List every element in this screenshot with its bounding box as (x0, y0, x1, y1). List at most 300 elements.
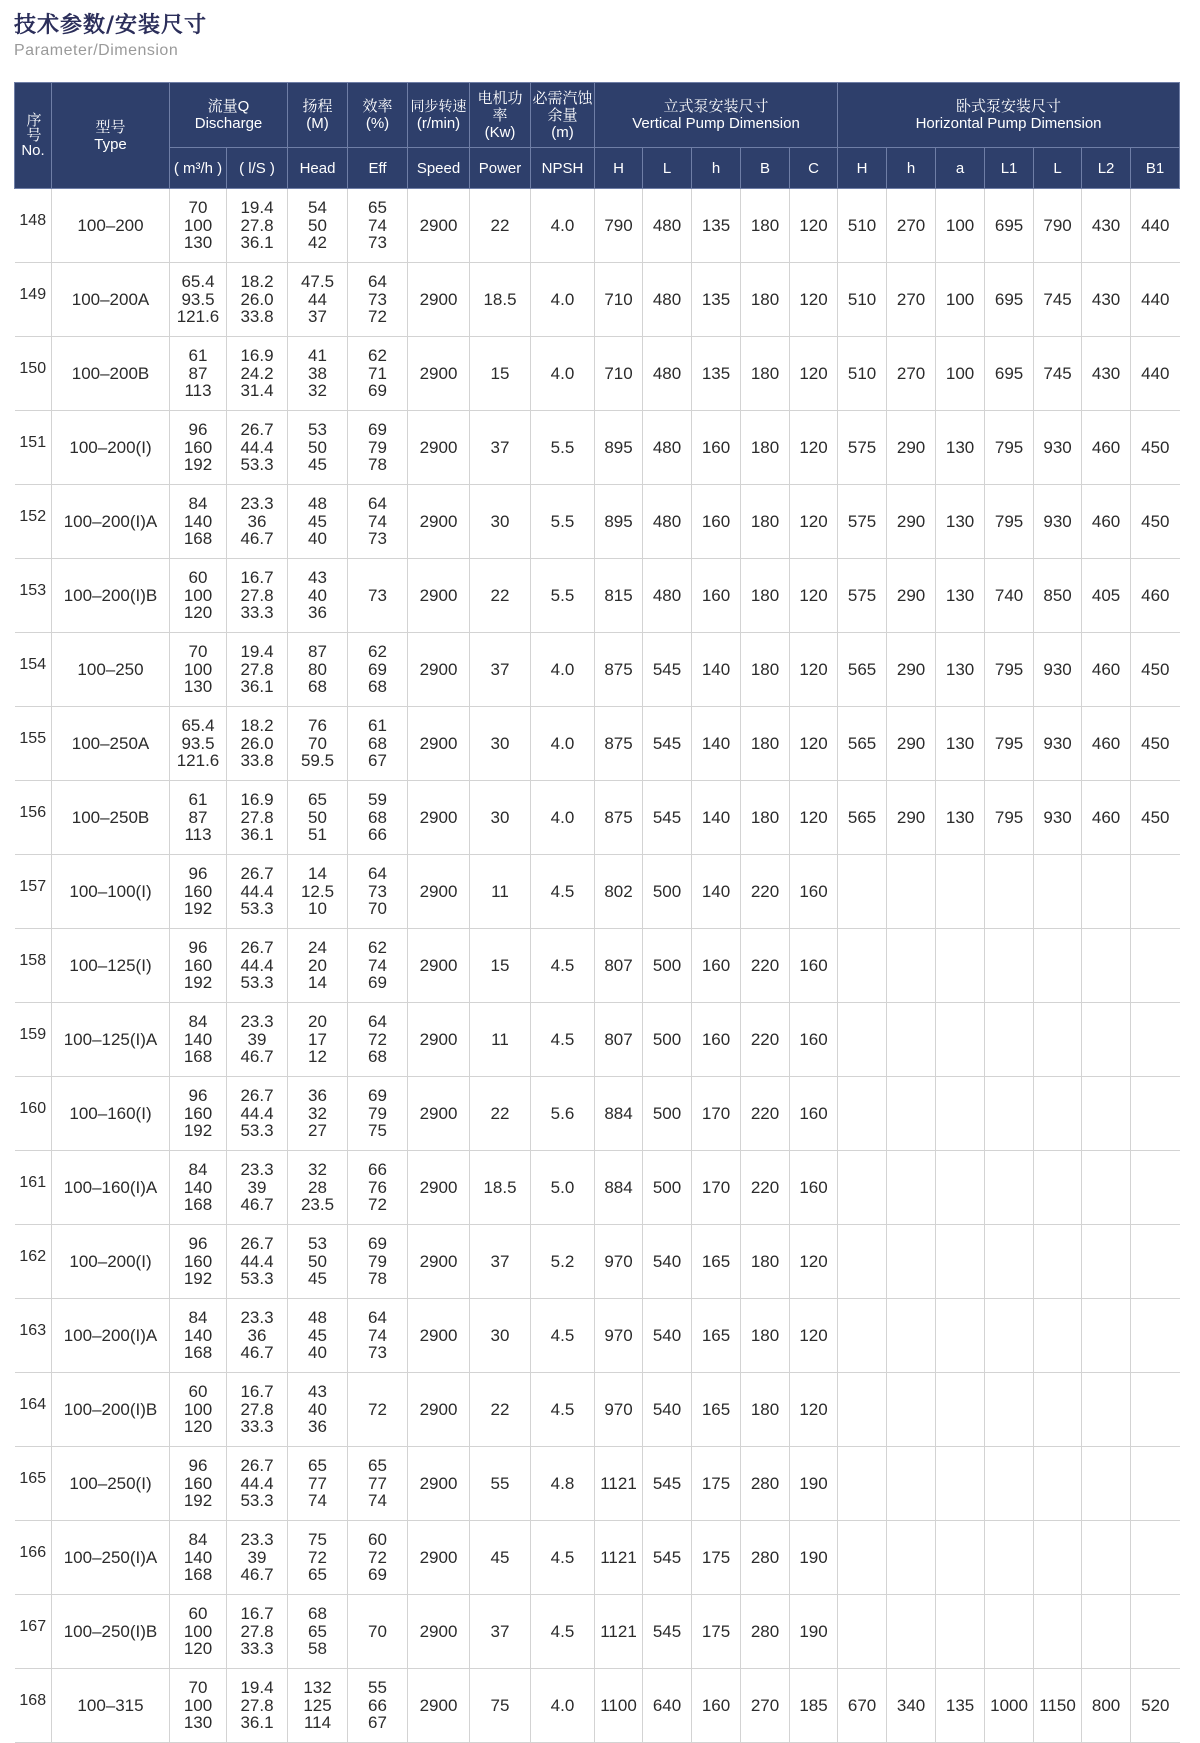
cell-no: 161 (15, 1151, 52, 1225)
cell-discharge-ls-value: 46.7 (240, 1195, 274, 1215)
cell-discharge-ls (227, 855, 288, 929)
cell-discharge-ls-value: 31.4 (240, 381, 274, 401)
cell-speed: 2900 (408, 707, 470, 781)
cell-discharge-ls (227, 1225, 288, 1299)
cell-vertical-dim: 180 (741, 781, 790, 855)
cell-npsh: 4.8 (531, 1447, 595, 1521)
cell-discharge-ls-value: 33.3 (240, 603, 274, 623)
cell-discharge-m3h (170, 1373, 227, 1447)
cell-discharge-ls-value: 23.3 (240, 1530, 274, 1550)
cell-horizontal-dim (887, 855, 936, 929)
table-row (15, 1151, 1180, 1225)
cell-discharge-m3h (170, 1521, 227, 1595)
cell-discharge-m3h-value: 120 (183, 1639, 213, 1659)
cell-discharge-ls-value: 26.7 (240, 1086, 274, 1106)
col-v-C: C (790, 148, 838, 189)
cell-no: 159 (15, 1003, 52, 1077)
cell-discharge-m3h-value: 96 (188, 1086, 208, 1106)
cell-horizontal-dim: 575 (838, 559, 887, 633)
cell-eff-value: 64 (368, 494, 387, 514)
cell-discharge-ls (227, 1669, 288, 1743)
cell-eff-value: 72 (368, 307, 387, 327)
cell-horizontal-dim (1131, 1521, 1180, 1595)
cell-no: 155 (15, 707, 52, 781)
col-h-L: L (1034, 148, 1082, 189)
cell-head (288, 707, 348, 781)
cell-vertical-dim: 270 (741, 1669, 790, 1743)
cell-discharge-m3h-value: 60 (188, 1604, 208, 1624)
cell-discharge-m3h (170, 263, 227, 337)
cell-type: 100–200(I) (52, 1225, 170, 1299)
cell-discharge-ls-value: 46.7 (240, 1047, 274, 1067)
cell-speed: 2900 (408, 1447, 470, 1521)
cell-head-value: 28 (308, 1177, 327, 1197)
cell-vertical-dim: 140 (692, 855, 741, 929)
cell-eff (348, 1299, 408, 1373)
cell-type: 100–200(I)B (52, 1373, 170, 1447)
cell-npsh: 4.0 (531, 781, 595, 855)
cell-vertical-dim: 160 (692, 1003, 741, 1077)
cell-head (288, 337, 348, 411)
cell-vertical-dim: 160 (692, 559, 741, 633)
cell-power: 18.5 (470, 263, 531, 337)
cell-discharge-ls-value: 39 (247, 1029, 267, 1049)
cell-vertical-dim: 807 (595, 1003, 643, 1077)
cell-type: 100–125(I) (52, 929, 170, 1003)
cell-discharge-ls-value: 46.7 (240, 1343, 274, 1363)
cell-discharge-m3h-value: 130 (183, 1713, 213, 1733)
cell-discharge-ls-value: 16.9 (240, 346, 274, 366)
cell-head (288, 781, 348, 855)
cell-vertical-dim: 1100 (595, 1669, 643, 1743)
cell-head-value: 23.5 (300, 1195, 335, 1215)
col-type-header: 型号 Type (52, 83, 170, 189)
cell-type: 100–200B (52, 337, 170, 411)
cell-horizontal-dim: 430 (1082, 263, 1131, 337)
col-eff-en: Eff (348, 148, 408, 189)
cell-eff-value: 69 (368, 420, 387, 440)
cell-eff-value: 70 (368, 899, 387, 919)
cell-discharge-m3h (170, 337, 227, 411)
table-row (15, 1595, 1180, 1669)
cell-power: 30 (470, 707, 531, 781)
cell-vertical-dim: 180 (741, 411, 790, 485)
cell-vertical-dim: 545 (643, 707, 692, 781)
cell-vertical-dim: 120 (790, 411, 838, 485)
cell-no: 158 (15, 929, 52, 1003)
cell-head-value: 114 (303, 1713, 332, 1733)
cell-discharge-ls (227, 411, 288, 485)
cell-npsh: 4.0 (531, 189, 595, 263)
cell-discharge-m3h-value: 61 (188, 790, 208, 810)
col-h-L2: L2 (1082, 148, 1131, 189)
cell-horizontal-dim: 100 (936, 337, 985, 411)
cell-horizontal-dim: 795 (985, 411, 1034, 485)
cell-vertical-dim: 170 (692, 1151, 741, 1225)
cell-eff-value: 62 (368, 938, 387, 958)
cell-discharge-ls-value: 39 (247, 1547, 267, 1567)
cell-discharge-ls-value: 19.4 (240, 1678, 274, 1698)
cell-discharge-ls-value: 53.3 (240, 899, 274, 919)
cell-vertical-dim: 165 (692, 1299, 741, 1373)
cell-horizontal-dim: 100 (936, 263, 985, 337)
cell-eff (348, 559, 408, 633)
table-row (15, 559, 1180, 633)
cell-head-value: 80 (308, 659, 327, 679)
cell-vertical-dim: 500 (643, 1003, 692, 1077)
cell-horizontal-dim (1034, 1225, 1082, 1299)
cell-eff-value: 78 (368, 455, 387, 475)
cell-vertical-dim: 1121 (595, 1447, 643, 1521)
cell-vertical-dim: 160 (790, 1003, 838, 1077)
cell-discharge-m3h-value: 192 (183, 1121, 213, 1141)
cell-horizontal-dim: 450 (1131, 707, 1180, 781)
cell-discharge-m3h-value: 96 (188, 1234, 208, 1254)
cell-discharge-ls-value: 33.3 (240, 1417, 274, 1437)
cell-horizontal-dim (1034, 1003, 1082, 1077)
cell-type: 100–200A (52, 263, 170, 337)
cell-power: 37 (470, 633, 531, 707)
cell-eff (348, 485, 408, 559)
cell-eff-value: 68 (368, 733, 387, 753)
cell-horizontal-dim (1131, 1225, 1180, 1299)
cell-discharge-ls-value: 53.3 (240, 1269, 274, 1289)
cell-horizontal-dim (887, 1003, 936, 1077)
col-speed-en: Speed (408, 148, 470, 189)
cell-horizontal-dim: 460 (1082, 411, 1131, 485)
cell-no: 156 (15, 781, 52, 855)
cell-head (288, 1373, 348, 1447)
cell-horizontal-dim (936, 1447, 985, 1521)
cell-speed: 2900 (408, 929, 470, 1003)
cell-discharge-m3h (170, 1669, 227, 1743)
spec-table (14, 82, 1180, 1743)
cell-npsh: 4.5 (531, 1003, 595, 1077)
cell-horizontal-dim: 745 (1034, 337, 1082, 411)
cell-horizontal-dim: 450 (1131, 411, 1180, 485)
cell-horizontal-dim (1131, 1447, 1180, 1521)
cell-speed: 2900 (408, 781, 470, 855)
cell-no: 154 (15, 633, 52, 707)
cell-horizontal-dim (1082, 1151, 1131, 1225)
cell-vertical-dim: 140 (692, 781, 741, 855)
cell-discharge-ls-value: 44.4 (240, 437, 274, 457)
cell-horizontal-dim: 565 (838, 707, 887, 781)
table-row (15, 929, 1180, 1003)
cell-horizontal-dim: 130 (936, 781, 985, 855)
cell-speed: 2900 (408, 633, 470, 707)
cell-discharge-ls-value: 33.8 (240, 751, 274, 771)
cell-head (288, 1225, 348, 1299)
cell-horizontal-dim (887, 1373, 936, 1447)
cell-head-value: 76 (308, 716, 327, 736)
cell-eff-value: 74 (368, 955, 387, 975)
cell-vertical-dim: 545 (643, 633, 692, 707)
cell-head (288, 633, 348, 707)
cell-horizontal-dim: 290 (887, 485, 936, 559)
cell-vertical-dim: 540 (643, 1373, 692, 1447)
col-h-h: h (887, 148, 936, 189)
cell-horizontal-dim: 405 (1082, 559, 1131, 633)
cell-horizontal-dim (887, 1151, 936, 1225)
cell-power: 15 (470, 337, 531, 411)
cell-speed: 2900 (408, 1003, 470, 1077)
cell-npsh: 4.0 (531, 337, 595, 411)
cell-discharge-m3h-value: 96 (188, 864, 208, 884)
cell-head-value: 50 (308, 1251, 327, 1271)
cell-head-value: 125 (303, 1695, 332, 1715)
cell-vertical-dim: 884 (595, 1077, 643, 1151)
cell-no: 163 (15, 1299, 52, 1373)
cell-discharge-ls-value: 27.8 (240, 1695, 274, 1715)
cell-horizontal-dim: 800 (1082, 1669, 1131, 1743)
cell-head-value: 75 (308, 1530, 327, 1550)
cell-discharge-m3h-value: 130 (183, 233, 213, 253)
cell-horizontal-dim: 440 (1131, 263, 1180, 337)
cell-discharge-m3h (170, 929, 227, 1003)
cell-head-value: 77 (308, 1473, 327, 1493)
cell-head-value: 70 (308, 733, 327, 753)
cell-horizontal-dim: 795 (985, 633, 1034, 707)
cell-vertical-dim: 540 (643, 1225, 692, 1299)
col-npsh-header: 必需汽蚀余量 (m) (531, 83, 595, 148)
cell-discharge-ls-value: 44.4 (240, 1251, 274, 1271)
cell-discharge-ls-value: 39 (247, 1177, 267, 1197)
cell-npsh: 5.5 (531, 485, 595, 559)
cell-power: 11 (470, 855, 531, 929)
cell-horizontal-dim (838, 855, 887, 929)
cell-vertical-dim: 500 (643, 1151, 692, 1225)
cell-speed: 2900 (408, 189, 470, 263)
cell-horizontal-dim (936, 1595, 985, 1669)
cell-discharge-ls-value: 27.8 (240, 215, 274, 235)
cell-head (288, 263, 348, 337)
cell-no: 151 (15, 411, 52, 485)
cell-discharge-ls-value: 44.4 (240, 881, 274, 901)
cell-head-value: 59.5 (300, 751, 335, 771)
cell-discharge-ls-value: 19.4 (240, 198, 274, 218)
cell-horizontal-dim: 130 (936, 485, 985, 559)
cell-vertical-dim: 180 (741, 559, 790, 633)
page-subtitle: Parameter/Dimension (14, 42, 179, 59)
col-h-B1: B1 (1131, 148, 1180, 189)
cell-head-value: 48 (308, 1308, 327, 1328)
cell-horizontal-dim (985, 1299, 1034, 1373)
cell-power: 11 (470, 1003, 531, 1077)
cell-eff-value: 77 (368, 1473, 387, 1493)
cell-horizontal-dim: 460 (1082, 485, 1131, 559)
cell-discharge-ls-value: 26.0 (240, 289, 274, 309)
cell-horizontal-dim: 930 (1034, 781, 1082, 855)
cell-vertical-dim: 160 (790, 855, 838, 929)
cell-horizontal-dim: 460 (1082, 707, 1131, 781)
col-power-en: Power (470, 148, 531, 189)
cell-eff-value: 76 (368, 1177, 387, 1197)
cell-vertical-dim: 120 (790, 559, 838, 633)
cell-type: 100–250(I)A (52, 1521, 170, 1595)
cell-horizontal-dim: 290 (887, 633, 936, 707)
cell-horizontal-dim: 130 (936, 559, 985, 633)
cell-horizontal-dim (1082, 1373, 1131, 1447)
cell-discharge-ls-value: 27.8 (240, 807, 274, 827)
cell-discharge-m3h-value: 160 (183, 1251, 213, 1271)
cell-power: 30 (470, 485, 531, 559)
cell-vertical-dim: 895 (595, 411, 643, 485)
cell-no: 167 (15, 1595, 52, 1669)
cell-vertical-dim: 280 (741, 1595, 790, 1669)
cell-type: 100–250(I)B (52, 1595, 170, 1669)
cell-npsh: 5.2 (531, 1225, 595, 1299)
cell-eff (348, 411, 408, 485)
cell-horizontal-dim (985, 1447, 1034, 1521)
cell-type: 100–100(I) (52, 855, 170, 929)
cell-head-value: 72 (308, 1547, 327, 1567)
cell-horizontal-dim (936, 929, 985, 1003)
cell-discharge-m3h-value: 113 (184, 381, 212, 401)
cell-power: 75 (470, 1669, 531, 1743)
cell-vertical-dim: 120 (790, 485, 838, 559)
cell-discharge-ls-value: 16.9 (240, 790, 274, 810)
cell-discharge-ls-value: 36.1 (240, 677, 274, 697)
cell-discharge-m3h (170, 633, 227, 707)
cell-horizontal-dim: 1150 (1034, 1669, 1082, 1743)
cell-discharge-m3h (170, 1299, 227, 1373)
cell-horizontal-dim: 745 (1034, 263, 1082, 337)
table-row (15, 1373, 1180, 1447)
cell-eff (348, 189, 408, 263)
cell-eff-value: 71 (368, 363, 387, 383)
cell-discharge-ls (227, 1299, 288, 1373)
cell-head (288, 929, 348, 1003)
cell-horizontal-dim: 695 (985, 263, 1034, 337)
cell-horizontal-dim (1082, 1225, 1131, 1299)
cell-horizontal-dim: 795 (985, 485, 1034, 559)
cell-head-value: 36 (308, 1086, 327, 1106)
cell-discharge-m3h-value: 168 (183, 1343, 213, 1363)
cell-horizontal-dim (1034, 1595, 1082, 1669)
cell-head-value: 45 (308, 455, 327, 475)
cell-horizontal-dim: 430 (1082, 337, 1131, 411)
cell-vertical-dim: 1121 (595, 1521, 643, 1595)
cell-head-value: 53 (308, 1234, 327, 1254)
cell-horizontal-dim: 795 (985, 707, 1034, 781)
cell-head (288, 1003, 348, 1077)
cell-head-value: 43 (308, 568, 327, 588)
cell-eff-value: 67 (368, 1713, 387, 1733)
cell-horizontal-dim (985, 1003, 1034, 1077)
cell-eff-value: 55 (368, 1678, 387, 1698)
cell-horizontal-dim (985, 1373, 1034, 1447)
cell-discharge-m3h-value: 96 (188, 1456, 208, 1476)
cell-vertical-dim: 545 (643, 1595, 692, 1669)
cell-eff-value: 65 (368, 1456, 387, 1476)
cell-horizontal-dim (838, 1595, 887, 1669)
cell-horizontal-dim: 450 (1131, 485, 1180, 559)
cell-horizontal-dim (838, 1077, 887, 1151)
cell-discharge-ls (227, 1151, 288, 1225)
cell-horizontal-dim: 790 (1034, 189, 1082, 263)
cell-head (288, 1151, 348, 1225)
cell-eff-value: 73 (368, 289, 387, 309)
cell-eff-value: 60 (368, 1530, 387, 1550)
cell-speed: 2900 (408, 559, 470, 633)
cell-discharge-m3h (170, 1225, 227, 1299)
cell-discharge-m3h-value: 160 (183, 1103, 213, 1123)
cell-discharge-m3h-value: 96 (188, 938, 208, 958)
cell-eff-value: 69 (368, 973, 387, 993)
cell-discharge-ls (227, 781, 288, 855)
cell-speed: 2900 (408, 1225, 470, 1299)
cell-vertical-dim: 165 (692, 1373, 741, 1447)
cell-discharge-m3h-value: 121.6 (176, 751, 220, 771)
cell-npsh: 4.0 (531, 1669, 595, 1743)
cell-no: 162 (15, 1225, 52, 1299)
cell-horizontal-dim (838, 1299, 887, 1373)
page-title: 技术参数/安装尺寸 (14, 13, 208, 38)
cell-horizontal-dim: 575 (838, 485, 887, 559)
cell-vertical-dim: 120 (790, 633, 838, 707)
cell-vertical-dim: 500 (643, 929, 692, 1003)
cell-eff-value: 75 (368, 1121, 387, 1141)
cell-head-value: 40 (308, 585, 327, 605)
col-h-a: a (936, 148, 985, 189)
cell-vertical-dim: 480 (643, 189, 692, 263)
cell-discharge-m3h-value: 70 (188, 1678, 208, 1698)
cell-discharge-m3h-value: 160 (183, 955, 213, 975)
cell-discharge-m3h-value: 120 (183, 603, 213, 623)
cell-npsh: 4.5 (531, 1373, 595, 1447)
cell-vertical-dim: 120 (790, 337, 838, 411)
col-head-en: Head (288, 148, 348, 189)
cell-discharge-m3h-value: 140 (183, 1547, 213, 1567)
cell-horizontal-dim: 695 (985, 337, 1034, 411)
cell-eff (348, 707, 408, 781)
cell-vertical-dim: 1121 (595, 1595, 643, 1669)
cell-vertical-dim: 160 (692, 1669, 741, 1743)
cell-horizontal-dim (936, 1521, 985, 1595)
cell-eff-value: 62 (368, 642, 387, 662)
cell-eff-value: 66 (368, 1160, 387, 1180)
cell-type: 100–160(I) (52, 1077, 170, 1151)
cell-vertical-dim: 480 (643, 263, 692, 337)
table-row (15, 1225, 1180, 1299)
cell-head-value: 14 (308, 864, 327, 884)
cell-discharge-m3h-value: 100 (183, 1399, 213, 1419)
cell-head-value: 65 (308, 1621, 327, 1641)
cell-discharge-ls-value: 16.7 (240, 568, 274, 588)
cell-discharge-m3h-value: 192 (183, 455, 213, 475)
col-eff-header: 效率 (%) (348, 83, 408, 148)
cell-eff-value: 67 (368, 751, 387, 771)
cell-speed: 2900 (408, 1151, 470, 1225)
cell-horizontal-dim (985, 929, 1034, 1003)
cell-horizontal-dim: 460 (1082, 633, 1131, 707)
cell-power: 18.5 (470, 1151, 531, 1225)
cell-vertical-dim: 175 (692, 1595, 741, 1669)
cell-head (288, 559, 348, 633)
cell-vertical-dim: 280 (741, 1521, 790, 1595)
cell-horizontal-dim: 130 (936, 707, 985, 781)
cell-discharge-m3h-value: 140 (183, 1029, 213, 1049)
cell-eff-value: 74 (368, 215, 387, 235)
cell-eff-value: 69 (368, 659, 387, 679)
cell-horizontal-dim (985, 1151, 1034, 1225)
cell-vertical-dim: 710 (595, 263, 643, 337)
cell-horizontal-dim (1034, 1077, 1082, 1151)
cell-vertical-dim: 970 (595, 1225, 643, 1299)
cell-horizontal-dim: 510 (838, 337, 887, 411)
cell-head-value: 12.5 (300, 881, 335, 901)
